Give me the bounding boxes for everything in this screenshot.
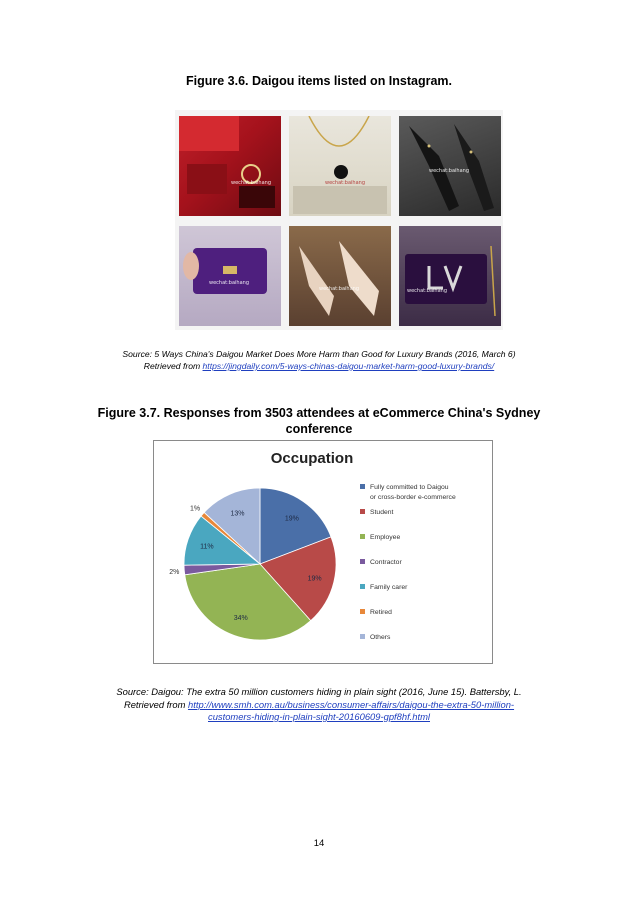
photo-watermark: wechat:baihang [231,180,271,186]
page-number: 14 [313,838,325,849]
legend-swatch [360,559,365,564]
pie-data-label: 13% [230,510,245,518]
legend-label: Employee [370,534,401,541]
source-link[interactable]: https://jingdaily.com/5-ways-chinas-daigou-market-harm-good-luxury-brands/ [202,361,495,371]
lv-clutch-image [399,226,501,326]
nude-heels-image [289,226,391,326]
chart-legend [360,484,456,641]
necklace-image [289,116,391,216]
legend-swatch [360,609,365,614]
legend-label: Contractor [370,559,402,566]
cartier-box-image [179,116,281,216]
source-citation: Source: Daigou: The extra 50 million customers hiding in plain sight (2016, June 15). Battersby, L. [116,686,522,697]
pie-data-label: 19% [307,575,322,583]
legend-label: or cross-border e-commerce [370,494,456,501]
purple-bag-photo [179,226,281,326]
figure-3-6-title: Figure 3.6. Daigou items listed on Instagram. [185,74,453,88]
source-link-part2[interactable]: customers-hiding-in-plain-sight-20160609-gpf8hf.html [208,711,430,722]
occupation-chart [153,440,493,664]
pie-data-label: 34% [233,614,248,622]
source-retrieved-line [70,699,568,712]
legend-label: Fully committed to Daigou [370,484,449,491]
legend-swatch [360,584,365,589]
legend-label: Others [370,634,391,641]
figure-3-7-source [70,686,568,724]
studded-heels-photo [399,116,501,216]
legend-label: Family carer [370,584,408,591]
purple-bag-image [179,226,281,326]
source-link-part1[interactable]: http://www.smh.com.au/business/consumer-affairs/daigou-the-extra-50-million- [188,698,515,710]
photo-watermark: wechat:baihang [319,286,359,292]
lv-clutch-photo [399,226,501,326]
figure-3-7-title [60,405,578,437]
legend-swatch [360,534,365,539]
chart-title: Occupation [270,450,354,467]
pie-data-label: 11% [200,543,214,551]
legend-swatch [360,484,365,489]
figure-3-7-title-line2: conference [285,422,353,436]
legend-label: Retired [370,609,392,616]
photo-watermark: wechat:baihang [429,168,469,174]
photo-watermark: wechat:baihang [407,288,447,294]
pie-slices [184,488,336,640]
figure-3-7-title-line1: Figure 3.7. Responses from 3503 attendees at eCommerce China's Sydney [97,406,541,420]
source-retrieved-line [60,360,578,372]
nude-heels-photo [289,226,391,326]
pie-data-label: 2% [169,568,180,576]
source-link-line2 [70,711,568,724]
cartier-box-photo [179,116,281,216]
legend-swatch [360,509,365,514]
retrieved-label: Retrieved from [123,698,189,710]
instagram-photo-grid [175,110,503,330]
photo-watermark: wechat:baihang [325,180,365,186]
retrieved-label: Retrieved from [143,361,203,371]
occupation-pie-chart [154,441,492,663]
source-citation: Source: 5 Ways China's Daigou Market Does More Harm than Good for Luxury Brands (2016, March 6) [122,349,516,359]
pie-data-label: 1% [189,505,201,513]
pie-data-label: 19% [284,515,299,523]
figure-3-6-source [60,348,578,372]
photo-watermark: wechat:baihang [209,280,249,286]
legend-swatch [360,634,365,639]
necklace-photo [289,116,391,216]
studded-heels-image [399,116,501,216]
legend-label: Student [370,509,394,516]
